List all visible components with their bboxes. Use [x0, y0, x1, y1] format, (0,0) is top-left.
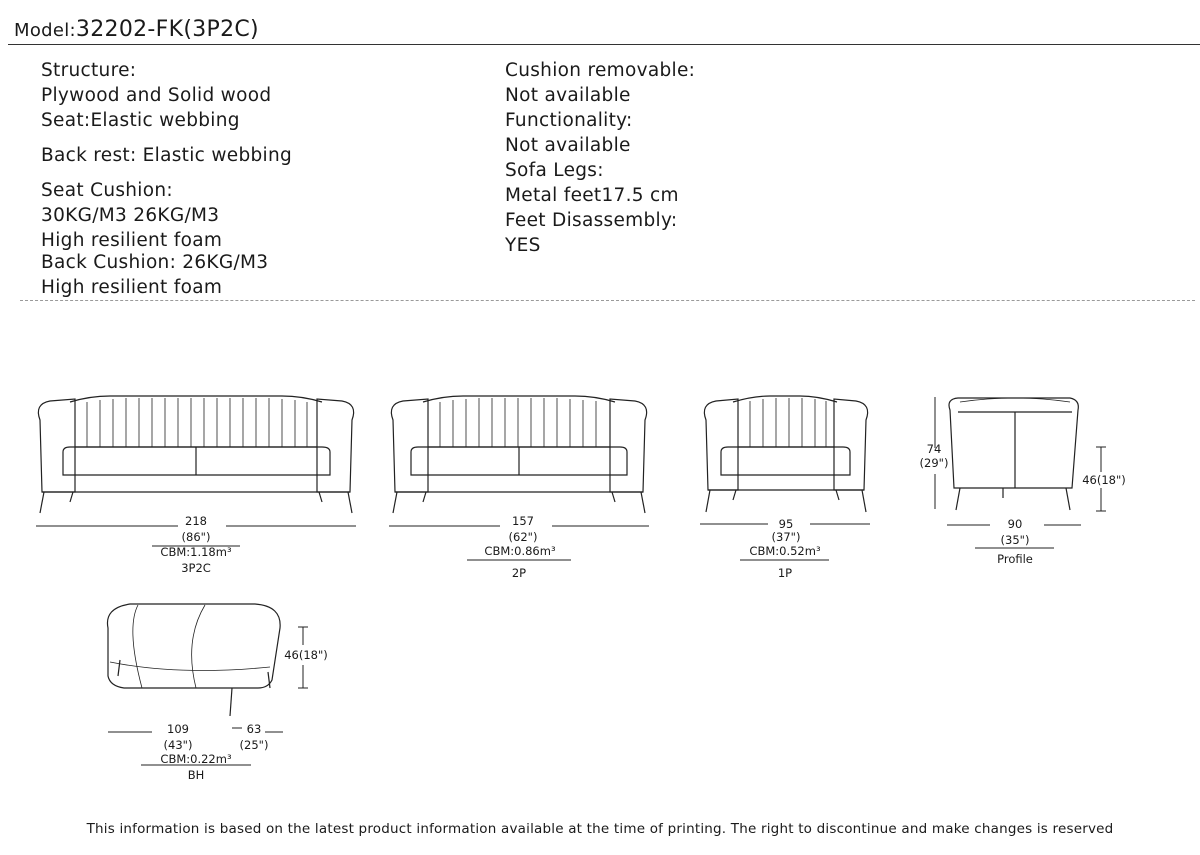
bench-depth-in: (25")	[239, 738, 269, 752]
profile-height-in: (29")	[919, 456, 949, 470]
profile-depth-in: (35")	[1000, 533, 1030, 547]
sofa-2p-cbm: CBM:0.86m³	[484, 544, 556, 558]
bench-cbm: CBM:0.22m³	[160, 752, 232, 766]
spec-line: Sofa Legs:	[505, 160, 604, 181]
spec-line: Feet Disassembly:	[505, 210, 678, 231]
spec-line: Metal feet17.5 cm	[505, 185, 679, 206]
chair-1p-width: 95	[778, 517, 794, 531]
sofa-2p-width-in: (62")	[508, 530, 538, 544]
spec-line: Functionality:	[505, 110, 633, 131]
spec-line: Plywood and Solid wood	[41, 85, 272, 106]
model-prefix: Model:	[14, 20, 76, 41]
sofa-3p-width: 218	[185, 514, 207, 528]
sofa-3p-width-in: (86")	[181, 530, 211, 544]
spec-line: High resilient foam	[41, 230, 223, 251]
bench-height: 46(18")	[284, 648, 328, 662]
sofa-2p-width: 157	[512, 514, 534, 528]
chair-1p-drawing	[704, 396, 867, 512]
bench-code: BH	[187, 768, 205, 782]
spec-line: YES	[505, 235, 541, 256]
sofa-3p-cbm: CBM:1.18m³	[160, 545, 232, 559]
spec-line: Not available	[505, 135, 631, 156]
sofa-2p-drawing	[391, 396, 646, 513]
sofa-2p-code: 2P	[511, 566, 527, 580]
chair-1p-width-in: (37")	[771, 530, 801, 544]
bench-depth: 63	[246, 722, 262, 736]
spec-line: Back Cushion: 26KG/M3	[41, 252, 269, 273]
bench-width: 109	[167, 722, 189, 736]
spec-line: Back rest: Elastic webbing	[41, 145, 293, 166]
chair-1p-cbm: CBM:0.52m³	[749, 544, 821, 558]
spec-line: Cushion removable:	[505, 60, 696, 81]
model-number: 32202-FK(3P2C)	[75, 17, 259, 42]
profile-depth: 90	[1007, 517, 1023, 531]
profile-seat-height: 46(18")	[1082, 473, 1126, 487]
sofa-3p-code: 3P2C	[181, 561, 211, 575]
spec-line: 30KG/M3 26KG/M3	[41, 205, 220, 226]
spec-line: Not available	[505, 85, 631, 106]
bench-width-in: (43")	[163, 738, 193, 752]
profile-label: Profile	[997, 552, 1033, 566]
spec-line: Seat:Elastic webbing	[41, 110, 240, 131]
spec-line: Structure:	[41, 60, 137, 81]
dimension-labels	[160, 442, 1125, 782]
profile-height: 74	[926, 442, 942, 456]
sofa-3p-drawing	[38, 396, 353, 513]
disclaimer-footer: This information is based on the latest product information available at the time of printing. The right to discontinue and make changes is reserved	[86, 821, 1114, 837]
spec-line: High resilient foam	[41, 277, 223, 298]
bench-drawing	[107, 604, 280, 716]
profile-drawing	[949, 398, 1078, 510]
chair-1p-code: 1P	[777, 566, 793, 580]
spec-line: Seat Cushion:	[41, 180, 173, 201]
